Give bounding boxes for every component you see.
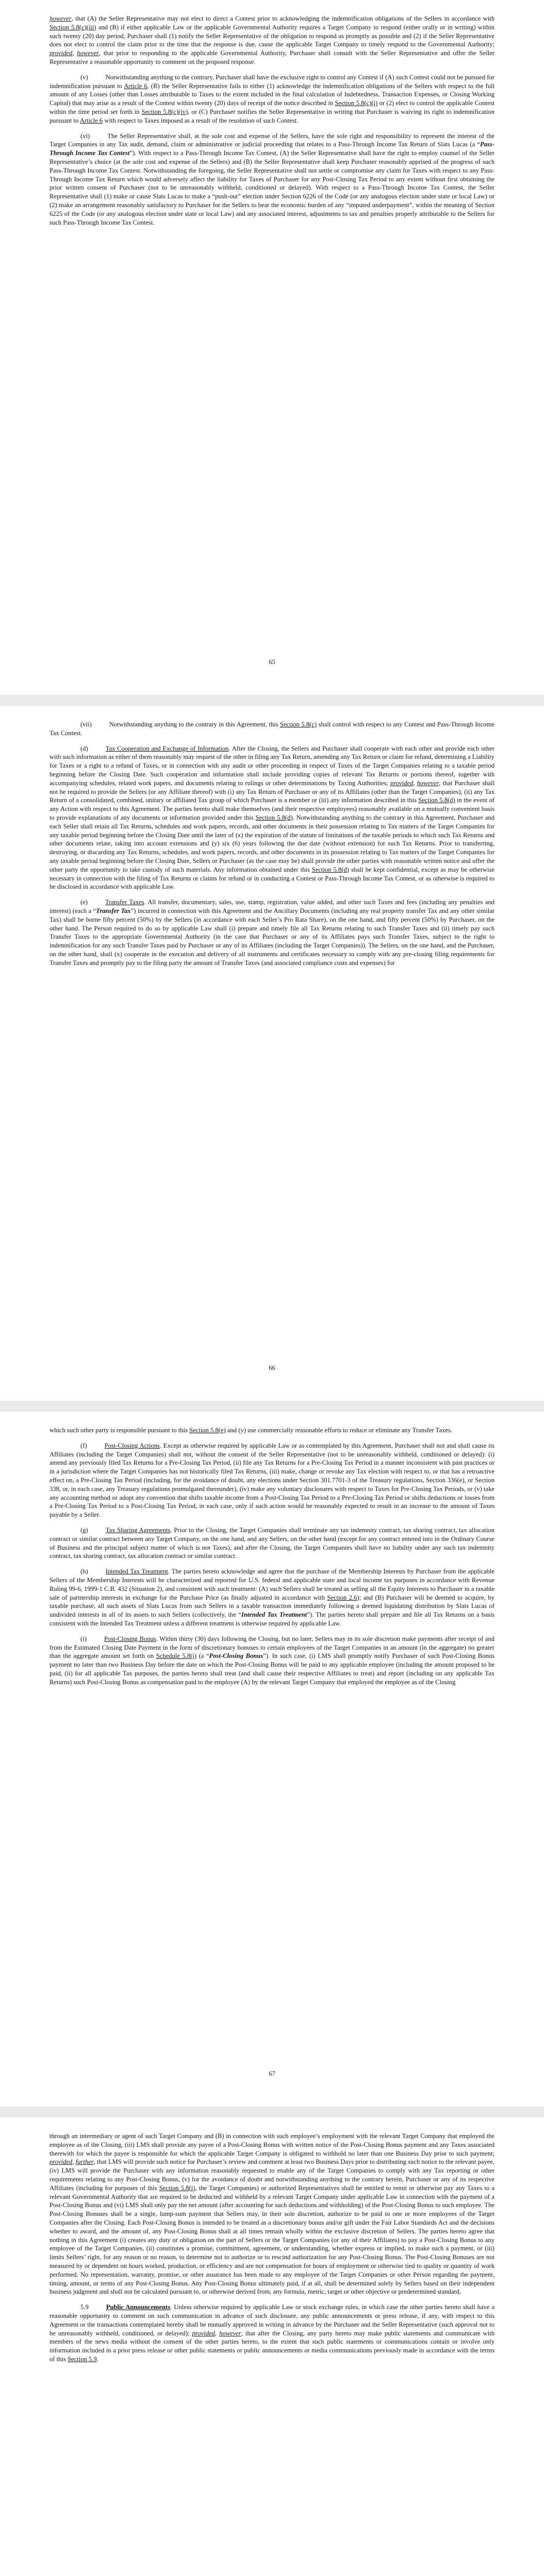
text-run: . After the Closing, the Sellers and Purchaser shall cooperate with each other and provide each other with such information as either of them reasonably may request of the other in filing any Tax Return, amending any Tax Return or claim for refund, determining a Liability for Taxes or a right to a refund of Taxes, or in connection with any audit or other proceeding in respect of Taxes of the Target Companies relating to a taxable period beginning before the Closing Date. Such cooperation and information shall include providing copies of relevant Tax Returns or portions thereof, together with accompanying schedules, related work papers, and documents relating to rulings or other determinations by Taxing Authorities;	[50, 744, 495, 787]
text-run: Transfer Taxes	[105, 899, 144, 906]
text-run: ,	[215, 2329, 220, 2337]
text-run: The Seller Representative shall, at the sole cost and expense of the Sellers, have the sole right and responsibility to represent the interest of the Target Companies in any Tax audit, demand, claim or administrative or judicial proceeding that relates to a Pass-Through Income Tax Return of Slats Lucas (a “	[50, 132, 494, 148]
paragraph	[50, 1526, 494, 1561]
text-run: further	[75, 2158, 94, 2166]
text-run: ”) incurred in connection with this Agreement and the Ancillary Documents (including any real property transfer Tax and any other similar Tax) shall be borne fifty percent (50%) by the Sellers (in accordance with each Seller’s Pro Rata Share), on the one hand, and fifty percent (50%) by Purchaser, on the other hand. The Person required to do so by applicable Law shall (i) prepare and timely file all Tax Returns relating to such Transfer Taxes and (ii) timely pay such Transfer Taxes to the appropriate Governmental Authority (in the case that Purchaser or any of its Affiliates pays such Transfer Taxes, subject to the right to indemnification for any such Transfer Taxes paid by Purchaser or any of its Affiliates (including the Target Companies)). The Sellers, on the one hand, and the Purchaser, on the other hand, shall (x) cooperate in the execution and delivery of all instruments and certificates necessary to comply with any pre-closing filing requirements for Transfer Taxes and promptly pay to the filing party the amount of Transfer Taxes (and associated compliance costs and expenses) for	[50, 907, 494, 967]
text-run: (vi)	[80, 132, 90, 140]
text-run: Public Announcements	[106, 2303, 171, 2311]
text-run: Post-Closing Bonus	[104, 1635, 156, 1642]
text-run: Pass-Through Income Tax Contest	[50, 141, 494, 157]
text-run: Post-Closing Actions	[104, 1442, 160, 1449]
text-run: Section 5.8(e)	[189, 1427, 226, 1434]
text-run: Notwithstanding anything to the contrary in this Agreement, this	[109, 721, 281, 728]
text-run: (i)	[80, 1635, 87, 1642]
paragraph	[50, 898, 494, 967]
text-run: Tax Cooperation and Exchange of Information	[105, 744, 229, 752]
text-run: and (y) use commercially reasonable efforts to reduce or eliminate any Transfer Taxes.	[225, 1427, 453, 1434]
text-run: , that after the Closing, any party hereto may make public statements and communicate with members of the news media without the consent of the other parties hereto, to the extent that such public statements or communications contain or involve only information included in a prior press release or other public statements or public announcements or media communications previously made in accordance with the terms of this	[50, 2329, 495, 2363]
text-run: Section 5.8(i)	[159, 2184, 195, 2192]
text-run: Schedule 5.8(i)	[156, 1652, 197, 1660]
text-run: Section 2.6	[327, 1594, 357, 1601]
text-run: Transfer Tax	[96, 907, 131, 914]
text-run: , that Purchaser shall not be required to provide the Sellers (or any Affiliate thereof) with (i) any Tax Return of Purchaser or any of its Affiliates (other than the Target Companies), (ii) any Tax Return of a consolidated, combined, unitary or affiliated Tax group of which Purchaser is a member or (iii) any information described in this	[50, 779, 495, 804]
text-run: , (B) the Seller Representative fails to either (1) acknowledge the indemnification obligations of the Sellers with respect to the full amount of any Losses (other than Losses attributable to Taxes to the extent included in the final calculation of Indebtedness, Transaction Expenses, or Closing Working Capital) that may arise as a result of the Contest within twenty (20) days of receipt of the notice described in	[50, 82, 494, 107]
paragraph	[50, 1426, 494, 1435]
text-run: Section 5.8(d)	[311, 866, 349, 873]
text-run: through an intermediary or agent of such Target Company and (B) in connection with such employee’s employment with the relevant Target Company that employed the employee as of the Closing, (iii) LMS shall provide any payee of a Post-Closing Bonus with written notice of the Post-Closing Bonus payment and any Taxes associated therewith for which the payee is responsible for which the applicable Target Company is obligated to withhold no later than one Business Day prior to such payment;	[50, 2132, 494, 2157]
text-run: Section 5.8(c)(i)	[335, 99, 378, 107]
text-run: provided	[192, 2329, 215, 2337]
page-66	[0, 706, 544, 1401]
text-run: . Unless otherwise required by applicable Law or stock exchange rules, in which case the other parties hereto shall have a reasonable opportunity to comment on such communication in advance of such disclosure, any public announcements or press release, if any, with respect to this Agreement or the transactions contemplated hereby shall be mutually approved in writing in advance by the Purchaser and the Seller Representative (such approval not to be unreasonably withheld, conditioned, or delayed);	[50, 2303, 494, 2337]
text-run: however	[219, 2329, 241, 2337]
text-run: ); and (B) Purchaser will be deemed to acquire, by taxable purchase, all such assets of Slats Lucas from such Sellers in a taxable transaction immediately following a deemed liquidating distribution by Slats Lucas of undivided interests in all of its assets to such Sellers (collectively, the “	[50, 1594, 494, 1619]
text-run: and (B) if either applicable Law or the applicable Governmental Authority requires a Target Company to respond (either orally or in writing) within such twenty (20) day period, Purchaser shall (1) notify the Seller Representative of the obligation to respond as promptly as possible and (2) if the Seller Representative does not elect to control the claim prior to the time that the response is due, cause the applicable Target Company to timely respond to the Governmental Authority;	[50, 23, 494, 48]
text-run: . Notwithstanding anything to the contrary in this Agreement, Purchaser and each Seller shall retain all Tax Returns, schedules and work papers, records, and other documents in their possession relating to Tax matters of the Target Companies for any taxable period beginning before the Closing Date until the later of (x) the expiration of the statute of limitations of the taxable periods to which such Tax Returns and other documents relate, taking into account extensions and (y) six (6) years following the due date (without extension) for such Tax Returns. Prior to transferring, destroying, or discarding any Tax Returns, schedules, and work papers, records, and other documents in its possession relating to Tax matters of the Target Companies for any taxable period beginning before the Closing Date, Sellers or Purchaser (as the case may be) shall provide the other parties with reasonable written notice and offer the other party the opportunity to take custody of such materials. Any information obtained under this	[50, 814, 495, 873]
text-run: , that LMS will provide such notice for Purchaser’s review and comment at least two Business Days prior to distributing such notice to the relevant payee, (iv) LMS will provide the Purchaser with any information reasonably requested to enable any of the Target Companies to comply with any Tax reporting or other requirements relating to any Post-Closing Bonus, (v) for the avoidance of doubt and notwithstanding anything to the contrary herein, Purchaser or any of its respective Affiliates (including for purposes of this	[50, 2158, 494, 2192]
text-run: (f)	[80, 1442, 87, 1449]
paragraph	[50, 2303, 494, 2364]
paragraph	[50, 720, 494, 738]
text-run: ”). In such case, (i) LMS shall promptly notify Purchaser of such Post-Closing Bonus payment no later than two Business Day before the date on which the Post-Closing Bonus will be paid to any applicable employee (including the amount proposed to be paid, (ii) for all applicable Tax purposes, the parties hereto shall treat (and shall cause their respective Affiliates to treat) and report (including on any applicable Tax Returns) such Post-Closing Bonus as compensation paid to the employee (A) by the relevant Target Company that employed the employee as of the Closing	[50, 1652, 495, 1686]
text-run: ,	[72, 2158, 76, 2166]
text-run: ”). The parties hereto shall prepare and file all Tax Returns on a basis consistent with the Intended Tax Treatment unless a different treatment is otherwise required by applicable Law.	[50, 1611, 494, 1627]
paragraph	[50, 1567, 494, 1628]
paragraph	[50, 1442, 494, 1519]
text-run: (e)	[80, 899, 88, 906]
text-run: provided	[50, 2158, 73, 2166]
text-run: Intended Tax Treatment	[241, 1611, 307, 1619]
text-run: . Prior to the Closing, the Target Companies shall terminate any tax indemnity contract, tax sharing contract, tax allocation contract or similar contract between any Target Company, on the one hand, and any Sellers, on the other hand (except for any contract entered into in the Ordinary Course of Business and the principal subject matter of which is not Taxes), and after the Closing, the Target Companies shall have no liability under any such tax indemnity contract, tax sharing contract, tax allocation contract or similar contract.	[50, 1526, 494, 1560]
paragraph	[50, 73, 494, 125]
text-run: , that prior to responding to the applicable Governmental Authority, Purchaser shall consult with the Seller Representative and offer the Seller Representative a reasonable opportunity to comment on the proposed response.	[50, 49, 494, 65]
text-run: ”). With respect to a Pass-Through Income Tax Contest, (A) the Seller Representative shall have the right to employ counsel of the Seller Representative’s choice (at the sole cost and expense of the Sellers) and (B) the Seller Representative shall keep Purchaser reasonably apprised of the progress of such Pass-Through Income Tax Contest. Notwithstanding the foregoing, the Seller Representative shall not settle or compromise any claim for Taxes with respect to any Pass-Through Income Tax Return which would adversely affect the liability for Taxes of Purchaser for any Post-Closing Tax Period to any extent without first obtaining the prior written consent of Purchaser (not to be unreasonably withheld, conditioned or delayed). With respect to a Pass-Through Income Tax Contest, the Seller Representative shall (1) make or cause Slats Lucas to make a “push-out” election under Section 6226 of the Code (or any analogous election under state or local Law) or (2) make an arrangement reasonably satisfactory to Purchaser for the Sellers to bear the economic burden of any “imputed underpayment”, within the meaning of Section 6225 of the Code (or any analogous election under state or local Law) and any associated interest, adjustments to tax and penalties properly attributable to the Sellers for such Pass-Through Income Tax Contest.	[50, 149, 494, 226]
text-run: or (2) elect to control the applicable Contest within the time period set forth in	[50, 99, 495, 115]
paragraph	[50, 14, 494, 66]
text-run: which such other party is responsible pursuant to this	[50, 1427, 190, 1434]
paragraph	[50, 744, 494, 892]
page-number: 67	[269, 2070, 275, 2077]
text-run: Post-Closing Bonus	[209, 1652, 263, 1660]
text-run: (vii)	[80, 721, 92, 728]
text-run: however	[50, 15, 72, 22]
text-run: Intended Tax Treatment	[105, 1568, 168, 1575]
text-run: Article 6	[124, 82, 147, 90]
text-run: . Within thirty (30) days following the Closing, but no later, Sellers may in its sole discretion make payments after receipt of and from the Estimated Closing Date Payment in the form of discretionary bonuses to certain employees of the Target Companies in an amount (in the aggregate) no greater than the aggregate amount set forth on	[50, 1635, 494, 1660]
text-run: provided	[390, 779, 414, 787]
text-run: shall be kept confidential, except as may be otherwise necessary in connection with the filing of Tax Returns or claims for refund or in conducting a Contest or Pass-Through Income Tax Contest, or as otherwise is required to be disclosed in accordance with applicable Law.	[50, 866, 494, 891]
paragraph	[50, 1635, 494, 1687]
paragraph	[50, 132, 494, 227]
text-run: Section 5.8(d)	[255, 814, 293, 821]
text-run: . The parties hereto acknowledge and agree that the purchase of the Membership Interests by Purchaser from the applicable Sellers of the Membership Interests will be characterized and reported for U.S. federal and applicable state and local income tax purposes in accordance with Revenue Ruling 99-6, 1999-1 C.B. 432 (Situation 2), and consistent with such treatment: (A) such Sellers shall be treated as selling all the Equity Interests to Purchaser in a taxable sale of partnership interests in exchange for the Purchase Price (as finally adjusted in accordance with	[50, 1568, 495, 1601]
text-run: Section 5.9	[67, 2355, 97, 2363]
text-run: shall control with respect to any Contest and Pass-Through Income Tax Contest.	[50, 721, 494, 737]
text-run: Article 6	[79, 116, 103, 124]
text-run: . Except as otherwise required by applicable Law or as contemplated by this Agreement, Purchaser shall not and shall cause its Affiliates (including the Target Companies) shall not, without the consent of the Seller Representative (not to be unreasonably withheld, conditioned or delayed): (i) amend any previously filed Tax Returns for a Pre-Closing Tax Period, (ii) file any Tax Returns for a Pre-Closing Tax Period in a manner inconsistent with past practices or in a jurisdiction where the Target Companies has not historically filed Tax Returns, (iii) make, change or revoke any Tax election with respect to, or that has a retroactive effect on, a Pre-Closing Tax Period (including, for the avoidance of doubt, any elections under Section 301.7701-3 of the Treasury regulations, Section 336(e), or Section 338, or, in each case, any Treasury regulations promulgated thereunder), (iv) make any voluntary disclosures with respect to Taxes for Pre-Closing Tax Periods, or (v) take any accounting method or adopt any convention that shifts taxable income from a Post-Closing Tax Period to a Pre-Closing Tax Period or shifts deductions or losses from a Pre-Closing Tax Period to a Post-Closing Tax Period, in each case, only if such action would be reasonably expected to result in an increase to the amount of Taxes payable by a Seller.	[50, 1442, 494, 1519]
page-65	[0, 0, 544, 695]
page-number: 66	[269, 1364, 275, 1371]
text-run: , the Target Companies) or authorized Representatives shall be entitled to remit or otherwise pay any Taxes to a relevant Governmental Authority that are required to be deducted and withheld by a relevant Target Company under applicable Law in connection with the payment of a Post-Closing Bonus and (vi) LMS shall only pay the net amount (after accounting for such deductions and withholding) of the Post-Closing Bonus to such employee. The Post-Closing Bonuses shall be a single, lump-sum payment that Sellers may, in their sole discretion, authorize to be paid to one or more employees of the Target Companies after the Closing. Each Post-Closing Bonus is intended to be treated as a discretionary bonus and/or gift under the Fair Labor Standards Act and the decisions whether to award, and the amount of, any Post-Closing Bonus shall at all times remain wholly within the exclusive discretion of Sellers. The parties hereto agree that nothing in this Agreement (i) creates any duty or obligation on the part of Sellers or the Target Companies (or any of their Affiliates) to pay a Post-Closing Bonus to any employee of the Target Companies, (ii) constitutes a promise, commitment, agreement, or understanding, whether express or implied, to make such a payment, or (iii) limits Sellers’ right, for any reason or no reason, to determine not to authorize or to rescind authorization for any Post-Closing Bonus. The Post-Closing Bonuses are not measured by or dependent on hours worked, production, or efficiency and are not compensation for hours of employment or otherwise tied to quality or quantity of work performed. No representation, warranty, promise, or other assurance has been made to any employee of the Target Companies or other Person regarding the payment, timing, amount, or terms of any Post-Closing Bonus. Any Post-Closing Bonus ultimately paid, if at all, shall be determined solely by Sellers based on their independent business judgment and shall not be calculated pursuant to, or otherwise derived from, any formula, metric, target or other objective or predetermined standard.	[50, 2184, 494, 2296]
text-run: ,	[413, 779, 417, 787]
text-run: 5.9	[80, 2303, 89, 2311]
text-run: Section 5.8(c)(iii)	[50, 23, 96, 31]
text-run: however	[77, 49, 99, 57]
text-run: (h)	[80, 1568, 88, 1575]
text-run: provided	[50, 49, 73, 57]
text-run: (a “	[196, 1652, 209, 1660]
text-run: in the event of any Action with respect to this Agreement. The parties hereto shall make themselves (and their respective employees) reasonably available on a mutually convenient basis to provide explanations of any documents or information provided under this	[50, 796, 494, 821]
text-run: Section 5.8(d)	[418, 796, 455, 804]
text-run: (v)	[80, 73, 88, 81]
text-run: Tax Sharing Agreements	[105, 1526, 171, 1534]
page-68	[0, 2117, 544, 2576]
text-run: . All transfer, documentary, sales, use, stamp, registration, value added, and other such Taxes and fees (including any penalties and interest) (each a “	[50, 899, 494, 914]
text-run: (g)	[80, 1526, 88, 1534]
page-67	[0, 1412, 544, 2107]
text-run: (d)	[80, 744, 88, 752]
text-run: Section 5.8(c)(iv)	[141, 108, 188, 115]
text-run: with respect to Taxes imposed as a result of the resolution of such Contest.	[103, 116, 299, 124]
text-run: Notwithstanding anything to the contrary, Purchaser shall have the exclusive right to control any Contest if (A) such Contest could not be pursued for indemnification pursuant to	[50, 73, 494, 90]
page-number: 65	[269, 658, 275, 666]
text-run: however	[417, 779, 439, 787]
text-run: Section 5.8(c)	[280, 721, 317, 728]
text-run: , or (C) Purchaser notifies the Seller Representative in writing that Purchaser is waiving its right to indemnification pursuant to	[50, 108, 494, 124]
text-run: , that (A) the Seller Representative may not elect to direct a Contest prior to acknowledging the indemnification obligations of the Sellers in accordance with	[71, 15, 494, 22]
paragraph	[50, 2132, 494, 2296]
text-run: ,	[72, 49, 77, 57]
text-run: .	[96, 2355, 98, 2363]
